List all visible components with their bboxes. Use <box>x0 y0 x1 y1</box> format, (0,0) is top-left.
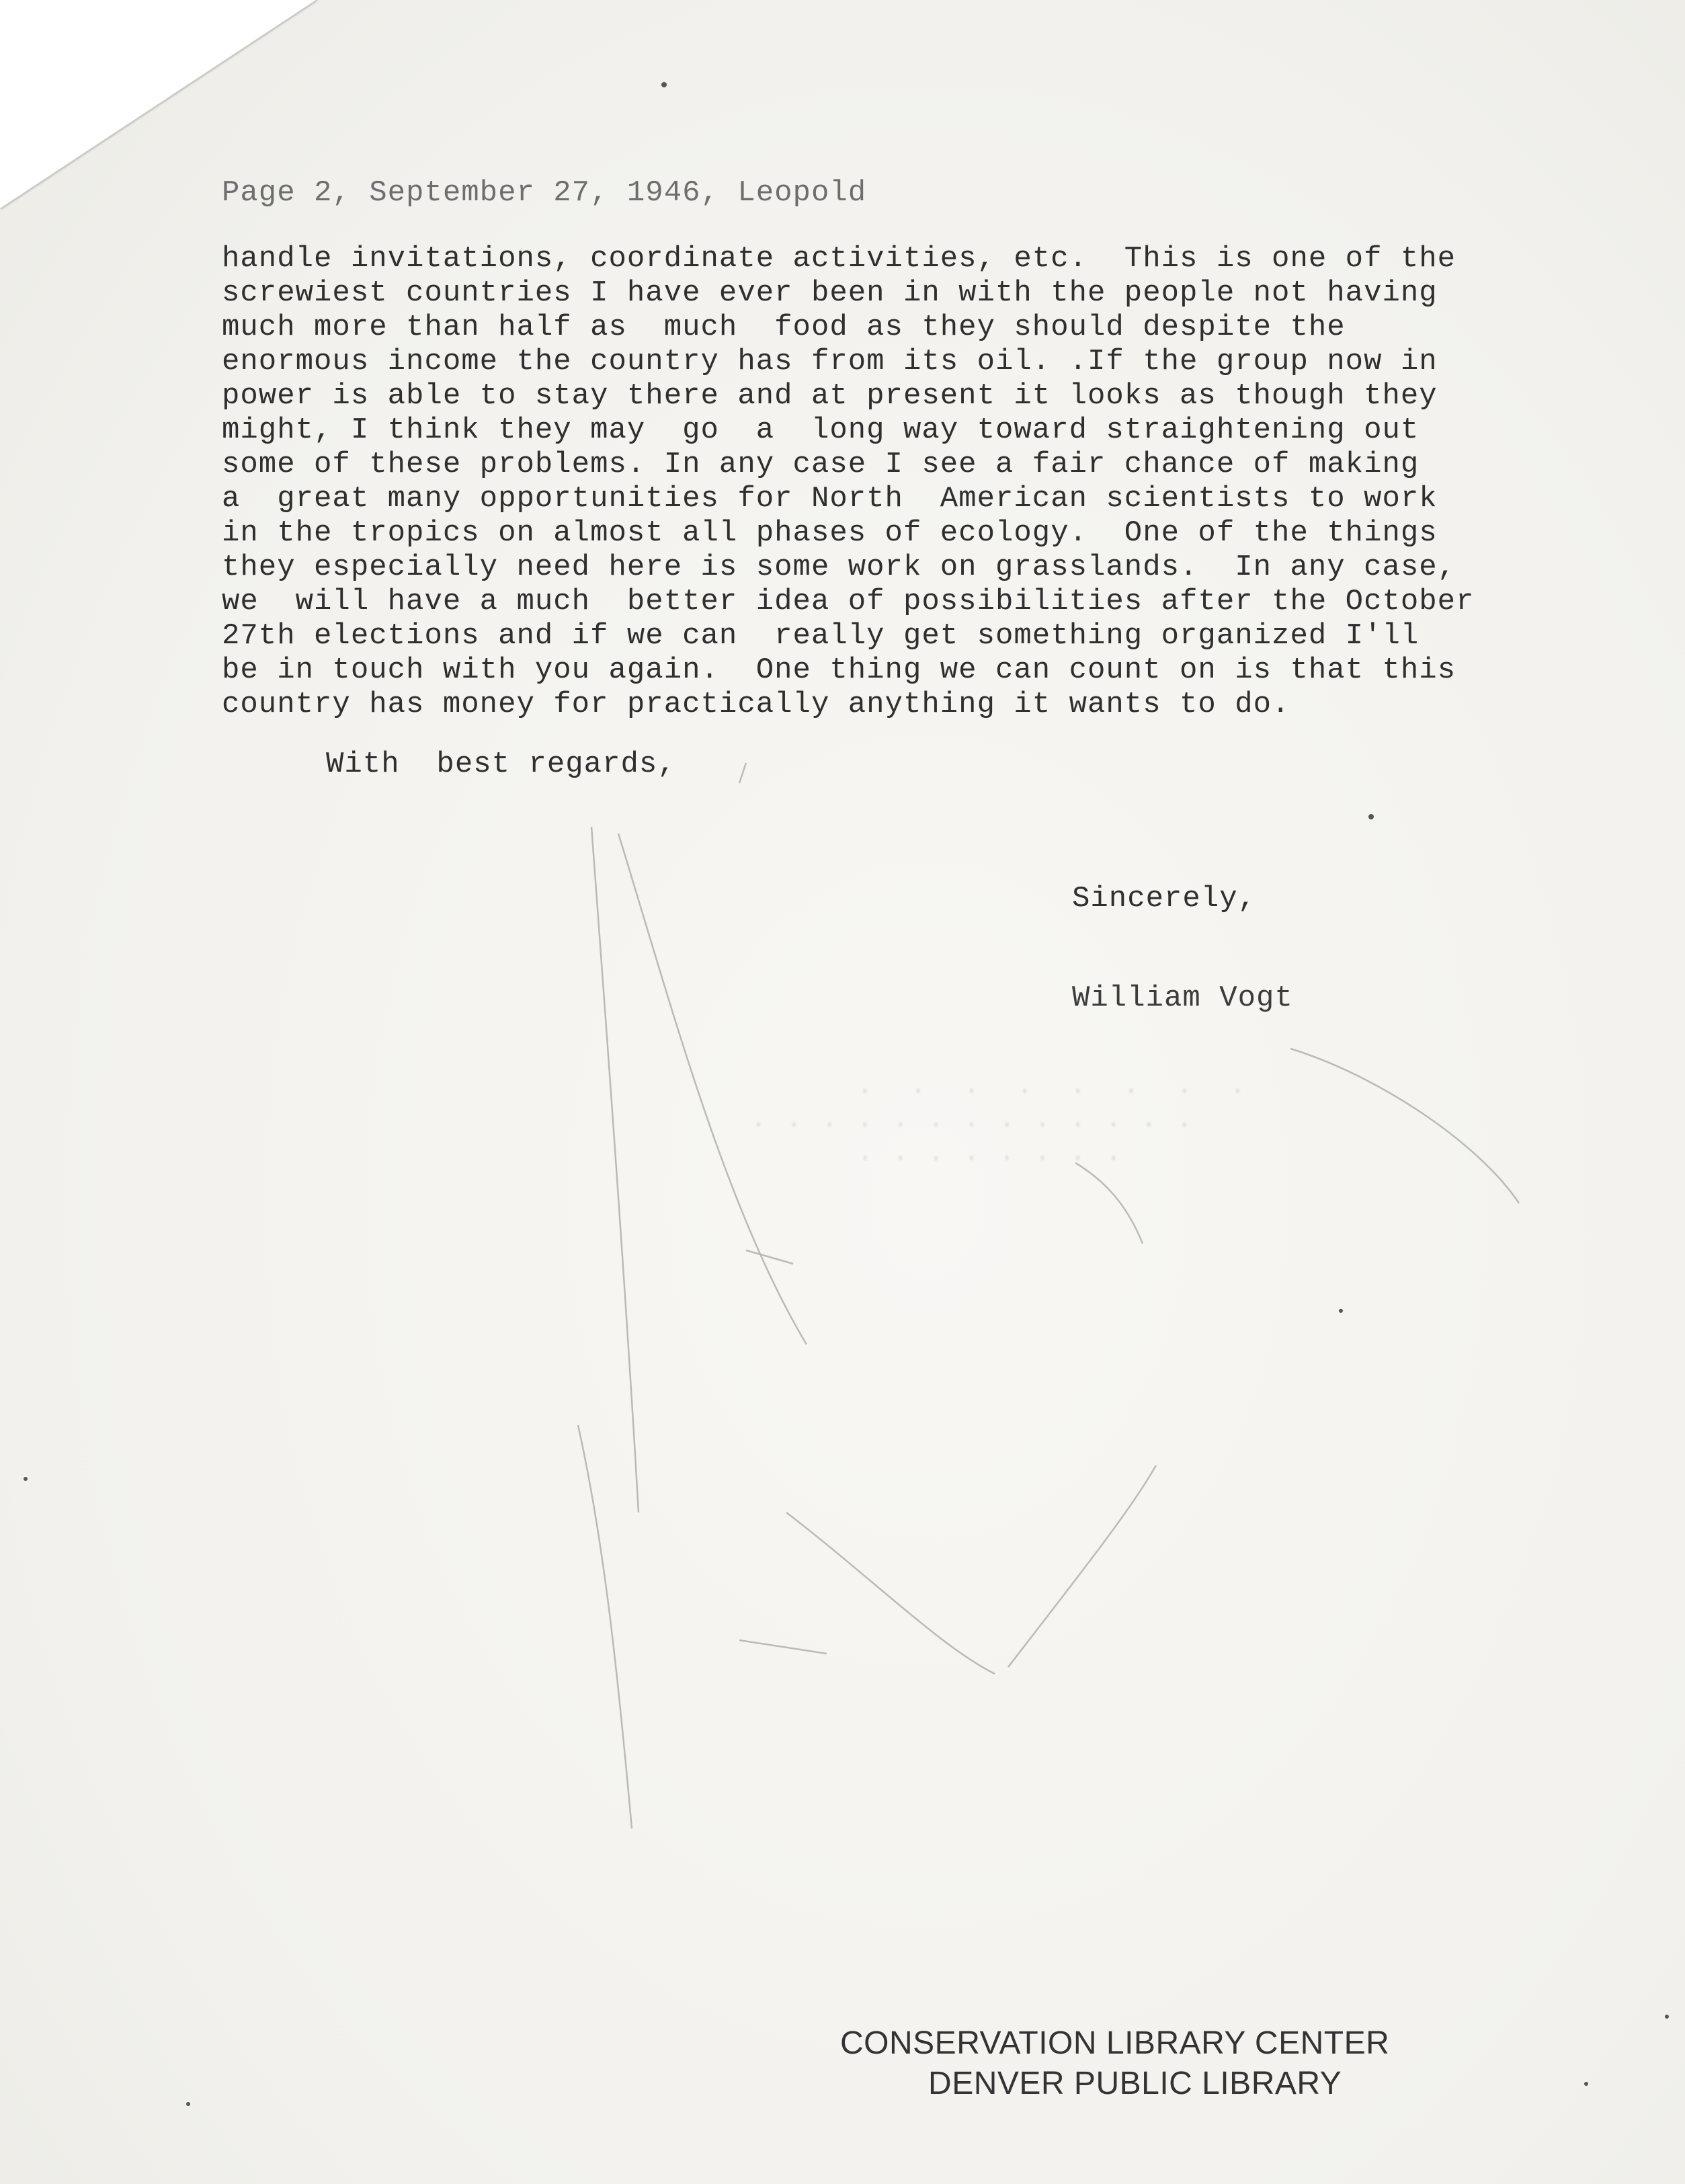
body-line: much more than half as much food as they should despite the <box>222 311 1346 344</box>
library-stamp <box>840 2023 1389 2104</box>
body-line: handle invitations, coordinate activities, etc. This is one of the <box>222 242 1456 276</box>
body-line: we will have a much better idea of possibilities after the October <box>222 585 1475 618</box>
closing-line: With best regards, <box>326 747 676 781</box>
stamp-line-2: DENVER PUBLIC LIBRARY <box>928 2066 1342 2101</box>
stamp-line-1: CONSERVATION LIBRARY CENTER <box>840 2025 1390 2061</box>
show-through-text: . . . . . . . . . . . . . . . . . . . . . . . . . . . . . <box>749 1069 1247 1170</box>
sign-off: Sincerely, <box>1072 882 1257 916</box>
body-line: in the tropics on almost all phases of ecology. One of the things <box>222 516 1438 550</box>
body-line: enormous income the country has from its oil. .If the group now in <box>222 345 1438 378</box>
body-line: screwiest countries I have ever been in with the people not having <box>222 276 1438 310</box>
body-line: 27th elections and if we can really get something organized I'll <box>222 619 1420 653</box>
letter-body <box>222 242 1475 722</box>
body-line: be in touch with you again. One thing we can count on is that this <box>222 653 1456 687</box>
body-line: country has money for practically anything it wants to do. <box>222 688 1290 721</box>
body-line: power is able to stay there and at present it looks as though they <box>222 379 1438 413</box>
signer-name: William Vogt <box>1072 981 1293 1015</box>
body-line: some of these problems. In any case I see a fair chance of making <box>222 448 1420 481</box>
body-line: they especially need here is some work on grasslands. In any case, <box>222 551 1456 584</box>
body-line: a great many opportunities for North American scientists to work <box>222 482 1438 516</box>
page-header: Page 2, September 27, 1946, Leopold <box>222 176 867 210</box>
body-line: might, I think they may go a long way toward straightening out <box>222 413 1420 447</box>
